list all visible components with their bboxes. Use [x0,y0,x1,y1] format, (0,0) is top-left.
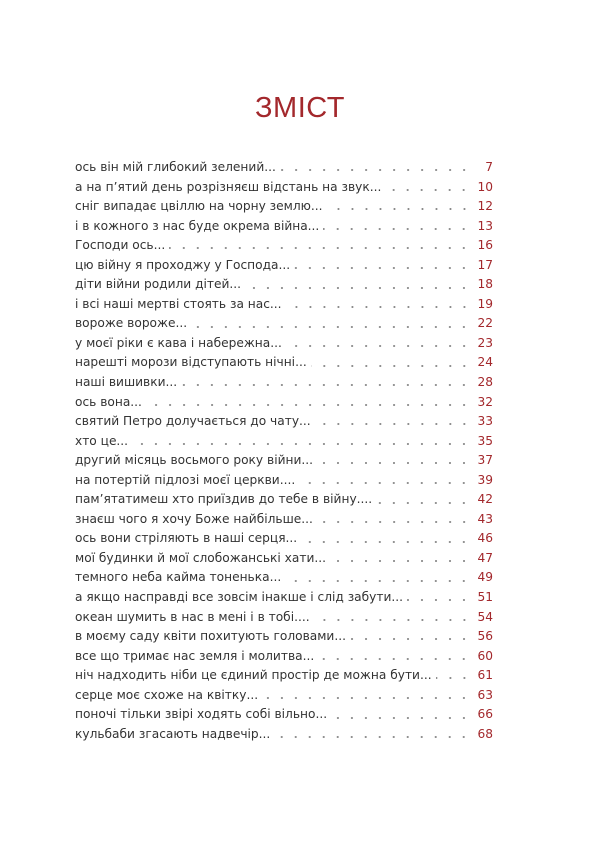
toc-entry[interactable] [75,412,493,432]
toc-entry-page: 42 [477,492,493,507]
toc-entry-page: 17 [477,257,493,272]
toc-entry-title: пам’ятатимеш хто приїздив до тебе в війну.... [75,492,373,507]
toc-entry[interactable] [75,334,493,354]
toc-entry[interactable] [75,295,493,315]
table-of-contents [75,158,493,744]
dot-leader [350,637,471,641]
toc-entry[interactable] [75,647,493,667]
toc-entry[interactable] [75,275,493,295]
toc-entry[interactable] [75,705,493,725]
toc-entry-page: 23 [477,335,493,350]
dot-leader [376,501,471,505]
toc-entry-page: 66 [477,707,493,722]
toc-entry-title: наші вишивки... [75,375,178,390]
dot-leader [331,716,471,720]
toc-entry-title: сніг випадає цвіллю на чорну землю... [75,199,323,214]
toc-entry-title: в моєму саду квіти похитують головами... [75,629,346,644]
toc-entry[interactable] [75,393,493,413]
toc-entry-page: 39 [477,472,493,487]
dot-leader [280,168,471,172]
toc-entry-page: 37 [477,453,493,468]
toc-entry-title: Господи ось... [75,238,166,253]
toc-entry-page: 10 [477,179,493,194]
dot-leader [132,442,471,446]
dot-leader [318,657,471,661]
toc-entry-title: другий місяць восьмого року війни... [75,453,314,468]
toc-entry[interactable] [75,588,493,608]
dot-leader [262,696,471,700]
toc-entry[interactable] [75,510,493,530]
dot-leader [285,579,471,583]
toc-entry-page: 12 [477,199,493,214]
dot-leader [146,403,471,407]
toc-entry[interactable] [75,432,493,452]
toc-entry[interactable] [75,353,493,373]
page-title: ЗМІСТ [255,92,345,124]
toc-entry-page: 33 [477,414,493,429]
toc-entry-title: ось він мій глибокий зелений... [75,160,276,174]
toc-entry-page: 22 [477,316,493,331]
dot-leader [317,520,471,524]
toc-entry-title: океан шумить в нас в мені і в тобі.... [75,609,310,624]
toc-entry[interactable] [75,608,493,628]
toc-entry-page: 7 [485,160,493,174]
toc-entry-page: 32 [477,394,493,409]
toc-entry-page: 35 [477,433,493,448]
toc-entry-page: 63 [477,687,493,702]
toc-entry-title: знаєш чого я хочу Боже найбільше... [75,511,313,526]
toc-entry-title: поночі тільки звірі ходять собі вільно... [75,707,328,722]
dot-leader [311,364,471,368]
toc-entry-title: святий Петро долучається до чату... [75,414,311,429]
toc-entry-page: 24 [477,355,493,370]
dot-leader [294,266,471,270]
toc-entry-title: і в кожного з нас буде окрема війна... [75,218,320,233]
dot-leader [181,383,471,387]
dot-leader [274,735,471,739]
toc-entry[interactable] [75,217,493,237]
dot-leader [169,246,471,250]
toc-entry-page: 13 [477,218,493,233]
toc-entry[interactable] [75,725,493,745]
toc-entry-page: 54 [477,609,493,624]
dot-leader [385,188,471,192]
toc-entry-title: діти війни родили дітей... [75,277,242,292]
toc-entry-title: серце моє схоже на квітку... [75,687,259,702]
dot-leader [301,540,471,544]
toc-entry-title: кульбаби згасають надвечір... [75,726,271,741]
toc-entry-page: 49 [477,570,493,585]
toc-entry[interactable] [75,256,493,276]
toc-entry-title: а на п’ятий день розрізняєш відстань на звук... [75,179,382,194]
toc-entry-title: і всі наші мертві стоять за нас... [75,296,282,311]
toc-entry-page: 46 [477,531,493,546]
toc-entry[interactable] [75,490,493,510]
toc-entry-page: 28 [477,375,493,390]
toc-entry-page: 56 [477,629,493,644]
toc-entry[interactable] [75,529,493,549]
toc-entry[interactable] [75,549,493,569]
toc-entry[interactable] [75,373,493,393]
toc-entry-title: на потертій підлозі моєї церкви.... [75,472,296,487]
toc-entry[interactable] [75,197,493,217]
dot-leader [407,598,471,602]
toc-entry[interactable] [75,471,493,491]
toc-entry[interactable] [75,568,493,588]
toc-entry-title: ось вони стріляють в наші серця... [75,531,298,546]
toc-entry[interactable] [75,686,493,706]
dot-leader [314,618,471,622]
toc-entry[interactable] [75,627,493,647]
dot-leader [330,559,471,563]
toc-entry-page: 51 [477,590,493,605]
toc-entry-page: 60 [477,648,493,663]
toc-entry-title: хто це... [75,433,129,448]
dot-leader [191,325,471,329]
toc-entry-title: мої будинки й мої слобожанські хати... [75,550,326,565]
toc-entry-title: все що тримає нас земля і молитва... [75,648,315,663]
toc-entry-title: темного неба кайма тоненька... [75,570,282,585]
toc-entry-page: 16 [477,238,493,253]
toc-entry-title: вороже вороже... [75,316,188,331]
toc-entry-page: 19 [477,296,493,311]
toc-entry-title: у моєї ріки є кава і набережна... [75,335,282,350]
toc-entry-title: цю війну я проходжу у Господа... [75,257,291,272]
toc-entry[interactable] [75,314,493,334]
toc-entry[interactable] [75,158,493,178]
dot-leader [286,305,471,309]
toc-entry-page: 61 [477,668,493,683]
toc-entry[interactable] [75,451,493,471]
dot-leader [323,227,471,231]
dot-leader [327,207,471,211]
dot-leader [315,422,471,426]
toc-entry-title: ніч надходить ніби це єдиний простір де можна бути... [75,668,432,683]
toc-entry[interactable] [75,666,493,686]
toc-entry-page: 47 [477,550,493,565]
toc-entry-title: ось вона... [75,394,142,409]
toc-entry-page: 68 [477,726,493,741]
toc-entry-page: 18 [477,277,493,292]
dot-leader [436,676,471,680]
toc-entry-title: а якщо насправді все зовсім інакше і слід забути... [75,590,404,605]
toc-entry[interactable] [75,178,493,198]
toc-entry-page: 43 [477,511,493,526]
dot-leader [245,286,471,290]
toc-entry[interactable] [75,236,493,256]
dot-leader [286,344,471,348]
dot-leader [299,481,471,485]
toc-entry-title: нарешті морози відступають нічні... [75,355,307,370]
dot-leader [317,461,471,465]
